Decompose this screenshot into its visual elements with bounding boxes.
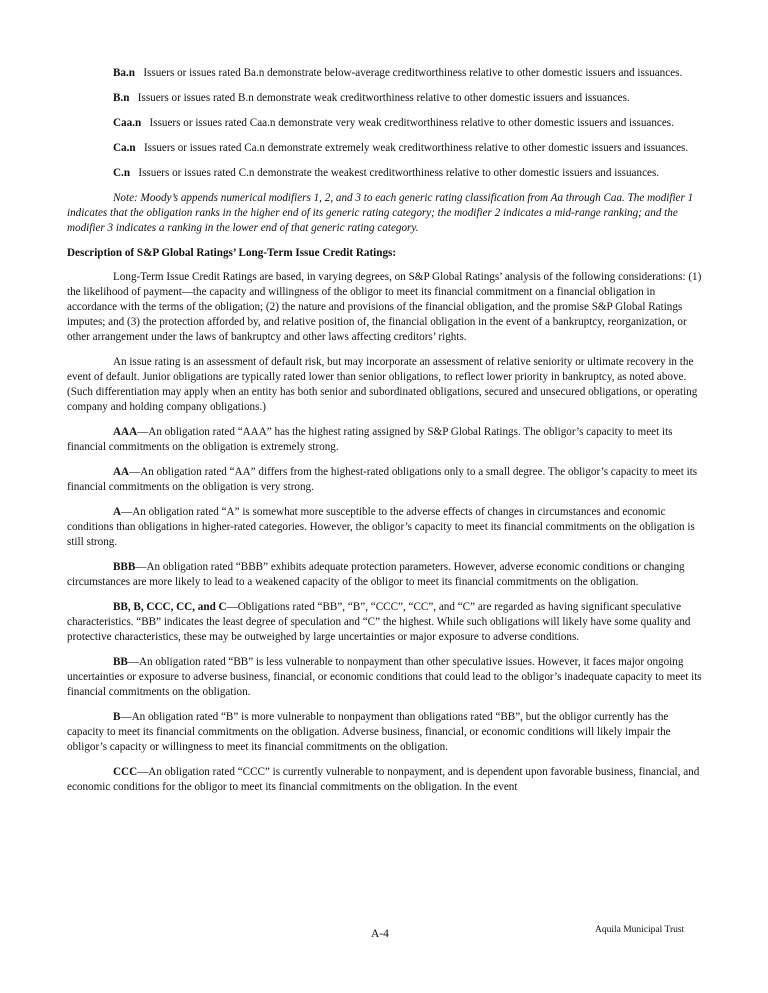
rating-text: —An obligation rated “AA” differs from the highest-rated obligations only to a small degree. The obligor’s capacity to meet its financial commitments on the obligation is very strong.: [67, 466, 698, 493]
rating-separator: [129, 92, 137, 104]
rating-term: Caa.n: [113, 117, 142, 129]
footer-trust-name: Aquila Municipal Trust: [595, 925, 685, 935]
rating-text: —Obligations rated “BB”, “B”, “CCC”, “CC”, and “C” are regarded as having significant speculative characteristics. “BB” indicates the least degree of speculation and “C” the highest. While such obligations will likely have some quality and protective characteristics, these may be outweighed by large uncertainties or major exposure to adverse conditions.: [67, 601, 691, 643]
rating-term: AAA: [113, 426, 138, 438]
rating-text: —An obligation rated “BB” is less vulnerable to nonpayment than other speculative issues. However, it faces major ongoing uncertainties or exposure to adverse business, financial, or economic conditions that could lead to the obligor’s inadequate capacity to meet its financial commitments on the obligation.: [67, 656, 702, 698]
rating-separator: [141, 117, 149, 129]
sp-rating-bbb: [67, 560, 703, 590]
rating-term: BB: [113, 656, 128, 668]
sp-rating-ccc: [67, 765, 703, 795]
rating-term: B: [113, 711, 121, 723]
rating-term: B.n: [113, 92, 130, 104]
rating-def-ca-n: [67, 141, 703, 156]
rating-separator: [136, 142, 144, 154]
page-number: A-4: [371, 928, 389, 940]
rating-def-caa-n: [67, 116, 703, 131]
intro-paragraph: An issue rating is an assessment of default risk, but may incorporate an assessment of relative seniority or ultimate recovery in the event of default. Junior obligations are typically rated lower than senior obligations, to reflect lower priority in bankruptcy, as noted above. (Such differentiation may apply when an entity has both senior and subordinated obligations, secured and unsecured obligations, or operating company and holding company obligations.): [67, 356, 698, 413]
rating-term: Ca.n: [113, 142, 136, 154]
rating-text: Issuers or issues rated B.n demonstrate weak creditworthiness relative to other domestic issuers and issuances.: [137, 92, 630, 104]
rating-text: —An obligation rated “AAA” has the highest rating assigned by S&P Global Ratings. The obligor’s capacity to meet its financial commitments on the obligation is extremely strong.: [67, 426, 673, 453]
rating-text: Issuers or issues rated C.n demonstrate the weakest creditworthiness relative to other domestic issuers and issuances.: [138, 167, 660, 179]
sp-rating-aa: [67, 465, 703, 495]
sp-rating-bb: [67, 655, 703, 700]
rating-term: BBB: [113, 561, 136, 573]
sp-rating-speculative: [67, 600, 703, 645]
rating-term: BB, B, CCC, CC, and C: [113, 601, 227, 613]
rating-term: A: [113, 506, 122, 518]
intro-paragraph: Long-Term Issue Credit Ratings are based, in varying degrees, on S&P Global Ratings’ analysis of the following considerations: (1) the likelihood of payment—the capacity and willingness of the obligor to meet its financial commitment on a financial obligation in accordance with the terms of the obligation; (2) the nature and provisions of the financial obligation, and the promise S&P Global Ratings imputes; and (3) the protection afforded by, and relative position of, the financial obligation in the event of a bankruptcy, reorganization, or other arrangement under the laws of bankruptcy and other laws affecting creditors’ rights.: [67, 271, 702, 343]
rating-text: Issuers or issues rated Caa.n demonstrate very weak creditworthiness relative to other domestic issuers and issuances.: [149, 117, 674, 129]
rating-term: AA: [113, 466, 130, 478]
rating-text: —An obligation rated “B” is more vulnerable to nonpayment than obligations rated “BB”, but the obligor currently has the capacity to meet its financial commitments on the obligation. Adverse business, financial, or economic conditions will likely impair the obligor’s capacity or willingness to meet its financial commitments on the obligation.: [67, 711, 671, 753]
rating-term: Ba.n: [113, 67, 135, 79]
sp-rating-a: [67, 505, 703, 550]
rating-def-c-n: [67, 166, 703, 181]
rating-def-b-n: [67, 91, 703, 106]
rating-text: —An obligation rated “CCC” is currently vulnerable to nonpayment, and is dependent upon favorable business, financial, and economic conditions for the obligor to meet its financial commitments on the obligation. In the event: [67, 766, 700, 793]
rating-term: C.n: [113, 167, 131, 179]
rating-text: —An obligation rated “A” is somewhat more susceptible to the adverse effects of changes in circumstances and economic conditions than obligations in higher-rated categories. However, the obligor’s capacity to meet its financial commitments on the obligation is still strong.: [67, 506, 695, 548]
rating-term: CCC: [113, 766, 138, 778]
rating-text: Issuers or issues rated Ca.n demonstrate extremely weak creditworthiness relative to other domestic issuers and issuances.: [143, 142, 689, 154]
rating-def-ba-n: [67, 66, 703, 81]
sp-rating-aaa: [67, 425, 703, 455]
moodys-modifier-note: Note: Moody’s appends numerical modifiers 1, 2, and 3 to each generic rating classification from Aa through Caa. The modifier 1 indicates that the obligation ranks in the higher end of its generic rating category; the modifier 2 indicates a mid-range ranking; and the modifier 3 indicates a ranking in the lower end of that generic rating category.: [67, 192, 694, 234]
rating-text: —An obligation rated “BBB” exhibits adequate protection parameters. However, adverse economic conditions or changing circumstances are more likely to lead to a weakened capacity of the obligor to meet its financial commitments on the obligation.: [67, 561, 685, 588]
sp-rating-b: [67, 710, 703, 755]
document-body: [67, 66, 703, 805]
section-heading: Description of S&P Global Ratings’ Long-Term Issue Credit Ratings:: [67, 247, 397, 259]
rating-text: Issuers or issues rated Ba.n demonstrate below-average creditworthiness relative to other domestic issuers and issuances.: [143, 67, 683, 79]
